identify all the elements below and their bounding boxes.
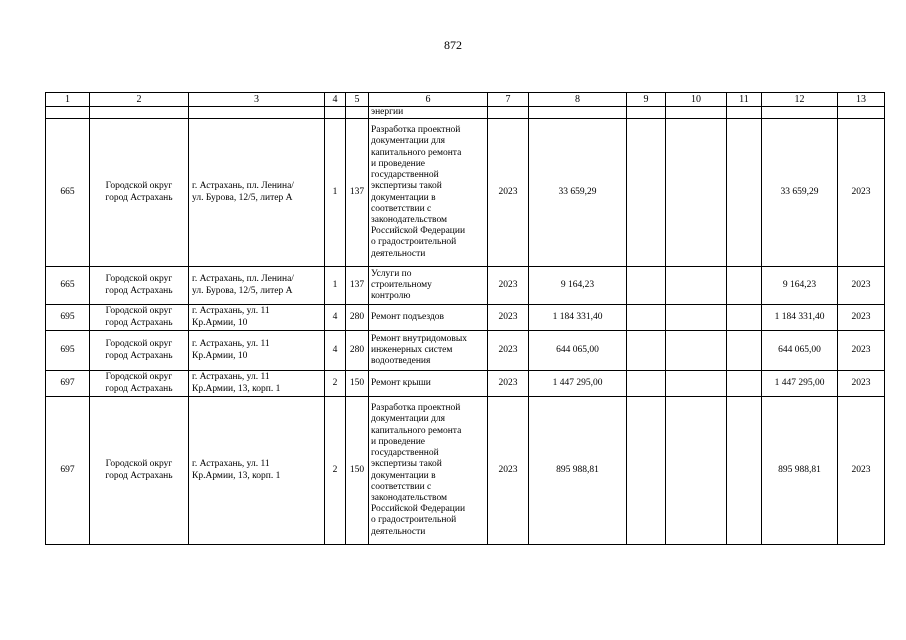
header-row xyxy=(46,93,885,107)
work-type-cell-text: Разработка проектной документации для капитального ремонта и проведение государственной экспертизы такой документации в соответствии с законодательством Российской Федерации о градостроительной деятельности xyxy=(371,403,466,537)
row-number-cell xyxy=(46,267,90,305)
table-cell xyxy=(762,107,838,119)
work-type-cell xyxy=(369,119,488,267)
row-number-cell xyxy=(46,331,90,371)
row-number-cell xyxy=(46,371,90,397)
row-number-cell-text: 695 xyxy=(60,311,75,322)
col11-cell xyxy=(727,119,762,267)
col5-cell-text: 137 xyxy=(349,186,365,197)
year-cell-text: 2023 xyxy=(498,186,518,197)
col12-cell xyxy=(762,305,838,331)
col4-cell-text: 1 xyxy=(332,186,338,197)
header-cell: 8 xyxy=(529,93,627,107)
municipality-cell xyxy=(90,371,189,397)
table-row xyxy=(46,371,885,397)
col4-cell xyxy=(325,331,346,371)
total-cost-cell xyxy=(529,371,627,397)
municipality-cell xyxy=(90,397,189,545)
work-type-cell: энергии xyxy=(369,107,488,119)
table-cell xyxy=(488,107,529,119)
total-cost-cell xyxy=(529,267,627,305)
col13-cell-text: 2023 xyxy=(851,186,871,197)
work-type-cell xyxy=(369,267,488,305)
col13-cell-text: 2023 xyxy=(851,279,871,290)
col13-cell xyxy=(838,305,885,331)
col13-cell xyxy=(838,331,885,371)
work-type-cell xyxy=(369,305,488,331)
address-cell-text: г. Астрахань, пл. Ленина/ ул. Бурова, 12/5, литер А xyxy=(192,274,294,296)
total-cost-cell xyxy=(529,305,627,331)
col5-cell-text: 150 xyxy=(349,464,365,475)
address-cell-text: г. Астрахань, пл. Ленина/ ул. Бурова, 12/5, литер А xyxy=(192,181,294,203)
header-cell: 4 xyxy=(325,93,346,107)
table-cell xyxy=(838,107,885,119)
header-cell: 7 xyxy=(488,93,529,107)
row-number-cell xyxy=(46,305,90,331)
municipality-cell xyxy=(90,305,189,331)
col12-cell xyxy=(762,267,838,305)
year-cell-text: 2023 xyxy=(498,311,518,322)
work-type-cell xyxy=(369,331,488,371)
table-cell xyxy=(666,107,727,119)
col4-cell xyxy=(325,119,346,267)
col9-cell xyxy=(627,371,666,397)
table-row xyxy=(46,331,885,371)
table-cell xyxy=(346,107,369,119)
col10-cell xyxy=(666,397,727,545)
header-cell: 2 xyxy=(90,93,189,107)
table-row xyxy=(46,119,885,267)
table-cell xyxy=(189,107,325,119)
work-type-cell-text: Услуги по строительному контролю xyxy=(371,268,432,302)
col12-cell xyxy=(762,119,838,267)
col5-cell-text: 137 xyxy=(349,279,365,290)
header-cell: 5 xyxy=(346,93,369,107)
col13-cell xyxy=(838,119,885,267)
table-cell xyxy=(627,107,666,119)
col5-cell-text: 280 xyxy=(349,344,365,355)
col5-cell-text: 280 xyxy=(349,311,365,322)
address-cell xyxy=(189,119,325,267)
col5-cell xyxy=(346,331,369,371)
row-number-cell-text: 697 xyxy=(60,464,75,475)
address-cell xyxy=(189,331,325,371)
municipality-cell-text: Городской округ город Астрахань xyxy=(105,274,173,296)
year-cell-text: 2023 xyxy=(498,279,518,290)
col5-cell xyxy=(346,397,369,545)
col9-cell xyxy=(627,305,666,331)
municipality-cell-text: Городской округ город Астрахань xyxy=(105,459,173,481)
col11-cell xyxy=(727,331,762,371)
total-cost-cell-text: 1 447 295,00 xyxy=(552,377,603,388)
col12-cell xyxy=(762,371,838,397)
col12-cell-text: 644 065,00 xyxy=(778,344,821,355)
address-cell xyxy=(189,397,325,545)
table-cell xyxy=(529,107,627,119)
col4-cell xyxy=(325,267,346,305)
address-cell-text: г. Астрахань, ул. 11 Кр.Армии, 13, корп. 1 xyxy=(192,372,281,394)
header-cell: 10 xyxy=(666,93,727,107)
col4-cell-text: 4 xyxy=(332,311,338,322)
table-row xyxy=(46,305,885,331)
address-cell-text: г. Астрахань, ул. 11 Кр.Армии, 10 xyxy=(192,306,270,328)
address-cell xyxy=(189,267,325,305)
col5-cell xyxy=(346,371,369,397)
work-type-cell-text: Ремонт подъездов xyxy=(371,311,445,322)
total-cost-cell-text: 9 164,23 xyxy=(560,279,595,290)
col13-cell xyxy=(838,267,885,305)
col9-cell xyxy=(627,331,666,371)
row-number-cell xyxy=(46,119,90,267)
col4-cell-text: 2 xyxy=(332,377,338,388)
row-number-cell xyxy=(46,397,90,545)
address-cell-text: г. Астрахань, ул. 11 Кр.Армии, 13, корп. 1 xyxy=(192,459,281,481)
col4-cell-text: 1 xyxy=(332,279,338,290)
page-number: 872 xyxy=(444,38,462,52)
year-cell-text: 2023 xyxy=(498,464,518,475)
col13-cell-text: 2023 xyxy=(851,377,871,388)
total-cost-cell xyxy=(529,331,627,371)
municipality-cell-text: Городской округ город Астрахань xyxy=(105,372,173,394)
col13-cell-text: 2023 xyxy=(851,464,871,475)
col9-cell xyxy=(627,397,666,545)
address-cell xyxy=(189,371,325,397)
header-cell: 6 xyxy=(369,93,488,107)
year-cell xyxy=(488,331,529,371)
col9-cell xyxy=(627,119,666,267)
col11-cell xyxy=(727,267,762,305)
municipality-cell-text: Городской округ город Астрахань xyxy=(105,181,173,203)
col10-cell xyxy=(666,305,727,331)
year-cell xyxy=(488,119,529,267)
continuation-row xyxy=(46,107,885,119)
total-cost-cell-text: 33 659,29 xyxy=(558,186,597,197)
col4-cell xyxy=(325,305,346,331)
address-cell-text: г. Астрахань, ул. 11 Кр.Армии, 10 xyxy=(192,339,270,361)
municipality-cell xyxy=(90,267,189,305)
col4-cell-text: 2 xyxy=(332,464,338,475)
col13-cell xyxy=(838,397,885,545)
address-cell xyxy=(189,305,325,331)
header-cell: 12 xyxy=(762,93,838,107)
col13-cell-text: 2023 xyxy=(851,344,871,355)
col5-cell-text: 150 xyxy=(349,377,365,388)
year-cell xyxy=(488,397,529,545)
header-cell: 11 xyxy=(727,93,762,107)
works-table xyxy=(45,92,885,545)
col12-cell-text: 9 164,23 xyxy=(782,279,817,290)
row-number-cell-text: 695 xyxy=(60,344,75,355)
col10-cell xyxy=(666,119,727,267)
total-cost-cell-text: 644 065,00 xyxy=(556,344,599,355)
year-cell xyxy=(488,267,529,305)
municipality-cell-text: Городской округ город Астрахань xyxy=(105,339,173,361)
row-number-cell-text: 665 xyxy=(60,186,75,197)
year-cell-text: 2023 xyxy=(498,377,518,388)
col5-cell xyxy=(346,305,369,331)
municipality-cell xyxy=(90,331,189,371)
municipality-cell-text: Городской округ город Астрахань xyxy=(105,306,173,328)
col4-cell xyxy=(325,397,346,545)
col10-cell xyxy=(666,331,727,371)
col9-cell xyxy=(627,267,666,305)
table-cell xyxy=(727,107,762,119)
col4-cell-text: 4 xyxy=(332,344,338,355)
col13-cell-text: 2023 xyxy=(851,311,871,322)
table-cell xyxy=(46,107,90,119)
col13-cell xyxy=(838,371,885,397)
col4-cell xyxy=(325,371,346,397)
header-cell: 3 xyxy=(189,93,325,107)
col5-cell xyxy=(346,119,369,267)
total-cost-cell xyxy=(529,397,627,545)
year-cell-text: 2023 xyxy=(498,344,518,355)
col11-cell xyxy=(727,305,762,331)
header-cell: 13 xyxy=(838,93,885,107)
year-cell xyxy=(488,371,529,397)
header-cell: 9 xyxy=(627,93,666,107)
municipality-cell xyxy=(90,119,189,267)
work-type-cell-text: Разработка проектной документации для капитального ремонта и проведение государственной экспертизы такой документации в соответствии с законодательством Российской Федерации о градостроительной деятельности xyxy=(371,125,466,259)
year-cell xyxy=(488,305,529,331)
table-row xyxy=(46,397,885,545)
col12-cell-text: 33 659,29 xyxy=(780,186,819,197)
col12-cell-text: 1 447 295,00 xyxy=(774,377,825,388)
col5-cell xyxy=(346,267,369,305)
work-type-cell xyxy=(369,397,488,545)
col11-cell xyxy=(727,397,762,545)
col12-cell-text: 895 988,81 xyxy=(778,464,821,475)
total-cost-cell-text: 895 988,81 xyxy=(556,464,599,475)
row-number-cell-text: 697 xyxy=(60,377,75,388)
col12-cell xyxy=(762,397,838,545)
total-cost-cell xyxy=(529,119,627,267)
col10-cell xyxy=(666,267,727,305)
total-cost-cell-text: 1 184 331,40 xyxy=(552,311,603,322)
table-cell xyxy=(325,107,346,119)
work-type-cell-text: Ремонт крыши xyxy=(371,377,431,388)
table-row xyxy=(46,267,885,305)
col11-cell xyxy=(727,371,762,397)
row-number-cell-text: 665 xyxy=(60,279,75,290)
work-type-cell-text: Ремонт внутридомовых инженерных систем водоотведения xyxy=(371,333,467,367)
table-cell xyxy=(90,107,189,119)
col10-cell xyxy=(666,371,727,397)
work-type-cell xyxy=(369,371,488,397)
col12-cell xyxy=(762,331,838,371)
col12-cell-text: 1 184 331,40 xyxy=(774,311,825,322)
header-cell: 1 xyxy=(46,93,90,107)
